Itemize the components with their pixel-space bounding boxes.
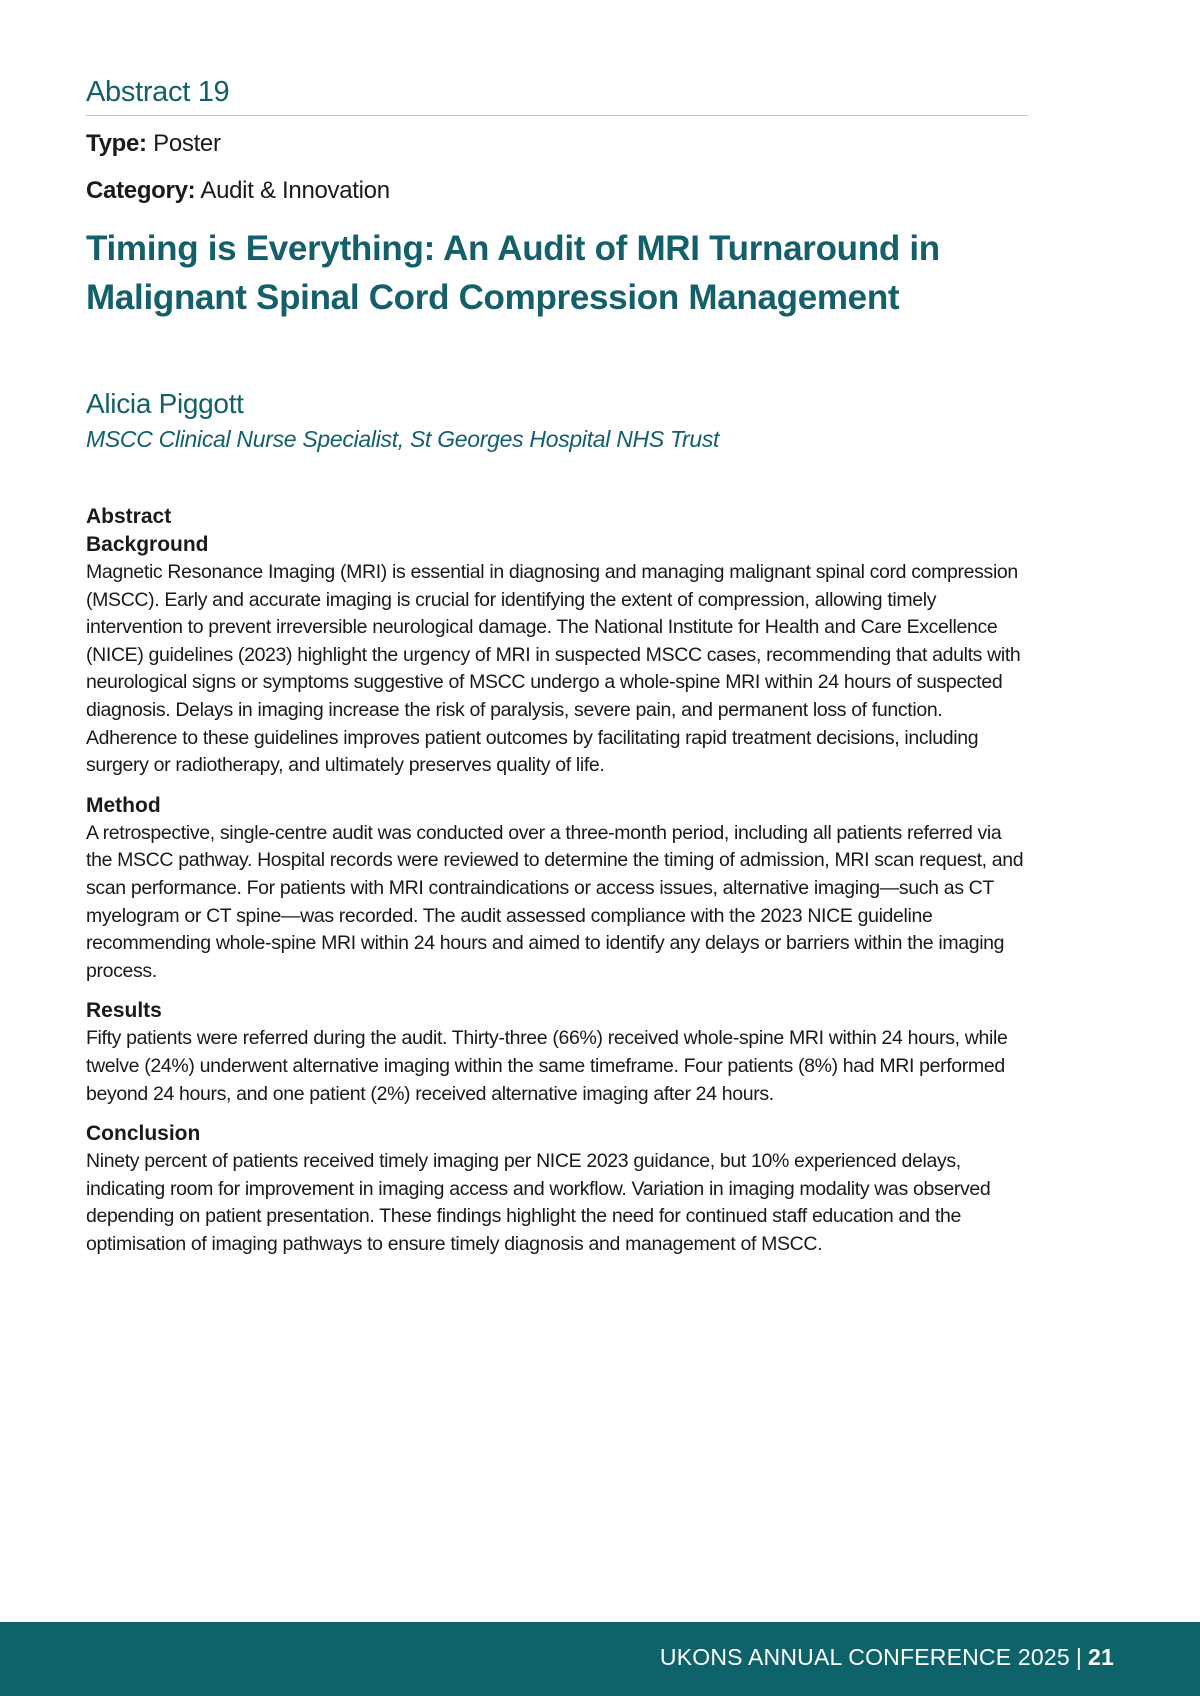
abstract-number: Abstract 19 [86, 76, 1028, 116]
conference-name: UKONS ANNUAL CONFERENCE 2025 [659, 1644, 1070, 1670]
page-number: 21 [1088, 1644, 1114, 1670]
footer-separator: | [1075, 1644, 1083, 1670]
conclusion-text: Ninety percent of patients received timely imaging per NICE 2023 guidance, but 10% experienced delays, indicating room for improvement in imaging access and workflow. Variation in imaging modality was observed depending on patient presentation. These findings highlight the need for continued staff education and the optimisation of imaging pathways to ensure timely diagnosis and management of MSCC. [86, 1150, 991, 1255]
background-text: Magnetic Resonance Imaging (MRI) is essential in diagnosing and managing malignant spinal cord compression (MSCC). Early and accurate imaging is crucial for identifying the extent of compression, allowing timely intervention to prevent irreversible neurological damage. The National Institute for Health and Care Excellence (NICE) guidelines (2023) highlight the urgency of MRI in suspected MSCC cases, recommending that adults with neurological signs or symptoms suggestive of MSCC undergo a whole-spine MRI within 24 hours of suspected diagnosis. Delays in imaging increase the risk of paralysis, severe pain, and permanent loss of function. Adherence to these guidelines improves patient outcomes by facilitating rapid treatment decisions, including surgery or radiotherapy, and ultimately preserves quality of life. [86, 561, 1021, 777]
abstract-title: Timing is Everything: An Audit of MRI Turnaround in Malignant Spinal Cord Compression Management [86, 229, 940, 317]
method-heading: Method [86, 793, 161, 817]
category-value: Audit & Innovation [200, 177, 390, 204]
type-label: Type: [86, 130, 147, 157]
author-name: Alicia Piggott [86, 388, 244, 419]
category-label: Category: [86, 177, 196, 204]
method-text: A retrospective, single-centre audit was conducted over a three-month period, including all patients referred via the MSCC pathway. Hospital records were reviewed to determine the timing of admission, MRI scan request, and scan performance. For patients with MRI contraindications or access issues, alternative imaging—such as CT myelogram or CT spine—was recorded. The audit assessed compliance with the 2023 NICE guideline recommending whole-spine MRI within 24 hours and aimed to identify any delays or barriers within the imaging process. [86, 821, 1024, 982]
type-line [86, 130, 1028, 158]
footer-text [660, 1644, 1114, 1671]
page-footer [0, 1622, 1200, 1696]
category-line [86, 177, 1028, 205]
results-text: Fifty patients were referred during the audit. Thirty-three (66%) received whole-spine MRI within 24 hours, while twelve (24%) underwent alternative imaging within the same timeframe. Four patients (8%) had MRI performed beyond 24 hours, and one patient (2%) received alternative imaging after 24 hours. [86, 1027, 1008, 1105]
author-affiliation: MSCC Clinical Nurse Specialist, St Georges Hospital NHS Trust [86, 426, 720, 452]
background-heading: Background [86, 533, 209, 556]
abstract-page [86, 76, 1028, 1258]
type-value: Poster [153, 130, 221, 157]
conclusion-heading: Conclusion [86, 1122, 201, 1146]
abstract-heading: Abstract [86, 505, 172, 528]
results-heading: Results [86, 999, 162, 1023]
